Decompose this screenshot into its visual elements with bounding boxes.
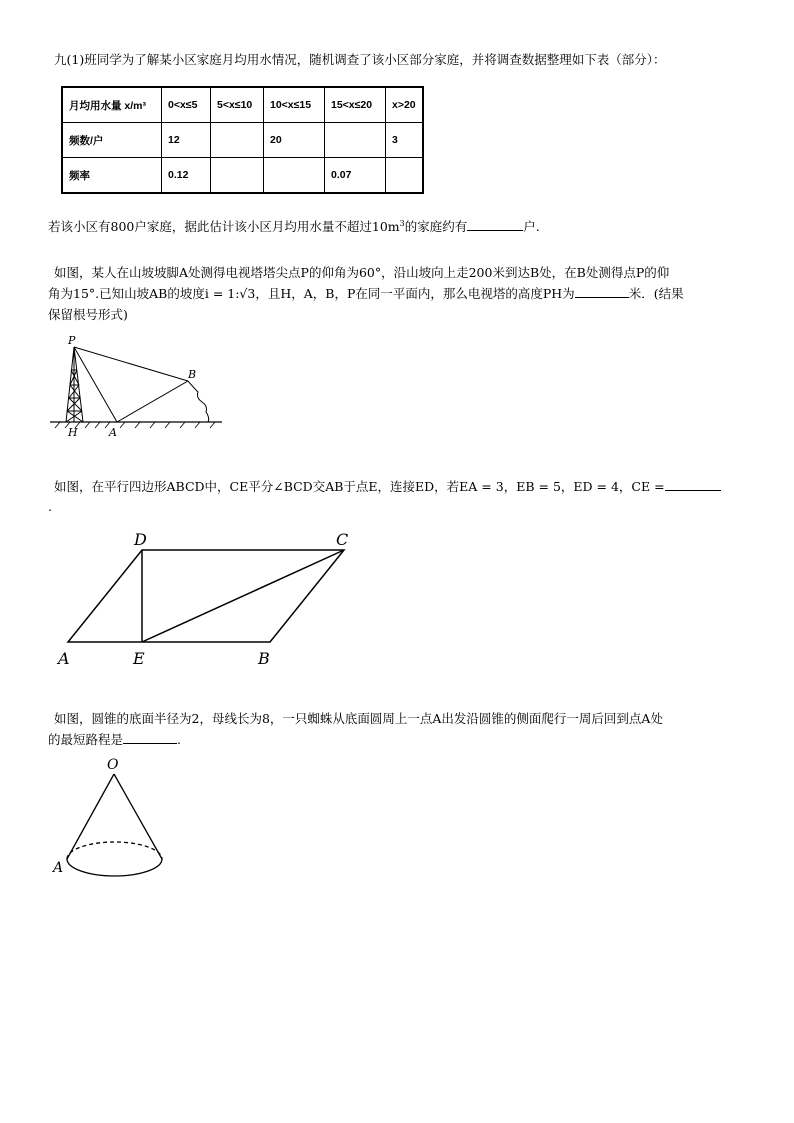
label-P: P: [68, 334, 76, 347]
q4-line1-text: 如图，圆锥的底面半径为2，母线长为8，一只蜘蛛从底面圆周上一点A出发沿圆锥的侧面爬行一周后回到点A处: [54, 711, 663, 726]
table-cell: 频率: [62, 158, 162, 194]
label-H: H: [68, 426, 78, 439]
q1-question-sup: 3: [399, 218, 405, 228]
q3-line2-text: .: [48, 499, 52, 514]
label-C: C: [336, 530, 349, 549]
label-E: E: [133, 649, 145, 668]
table-cell: 0.12: [162, 158, 211, 194]
q1-question-mid: 的家庭约有: [404, 219, 468, 234]
q1-intro-text: 九(1)班同学为了解某小区家庭月均用水情况，随机调查了该小区部分家庭，并将调查数据整理如下表（部分）：: [54, 52, 666, 67]
table-header-cell: 月均用水量 x/m³: [62, 87, 162, 123]
q3-line1-text: 如图，在平行四边形ABCD中，CE平分∠BCD交AB于点E，连接ED，若EA = 3，EB = 5，ED = 4，CE =: [54, 479, 665, 494]
label-A: A: [58, 649, 70, 668]
table-header-cell: 5<x≤10: [211, 87, 264, 123]
table-cell: 0.07: [325, 158, 386, 194]
table-cell: 12: [162, 123, 211, 158]
q1-question-after: 户.: [523, 219, 540, 234]
table-cell: 频数/户: [62, 123, 162, 158]
label-D: D: [134, 530, 147, 549]
table-header-cell: 0<x≤5: [162, 87, 211, 123]
label-B: B: [258, 649, 270, 668]
label-O: O: [107, 757, 119, 773]
q2-line2-after: 米．(结果: [628, 286, 684, 301]
q1-question-before: 若该小区有800户家庭，据此估计该小区月均用水量不超过10m: [48, 219, 400, 234]
label-A: A: [53, 860, 64, 876]
q2-line3-text: 保留根号形式): [48, 307, 128, 322]
label-A: A: [109, 426, 117, 439]
q2-line2-before: 角为15°.已知山坡AB的坡度i = 1:√3，且H，A，B，P在同一平面内，那么电视塔的高度PH为: [48, 286, 575, 301]
q4-line2-before: 的最短路程是: [48, 732, 124, 747]
table-header-cell: 15<x≤20: [325, 87, 386, 123]
table-header-cell: 10<x≤15: [264, 87, 325, 123]
table-header-cell: x>20: [386, 87, 424, 123]
label-B: B: [188, 368, 197, 381]
table-cell: 3: [386, 123, 424, 158]
table-cell: 20: [264, 123, 325, 158]
q2-line1-text: 如图，某人在山坡坡脚A处测得电视塔塔尖点P的仰角为60°，沿山坡向上走200米到达B处，在B处测得点P的仰: [54, 265, 670, 280]
q4-line2-after: .: [177, 732, 181, 747]
